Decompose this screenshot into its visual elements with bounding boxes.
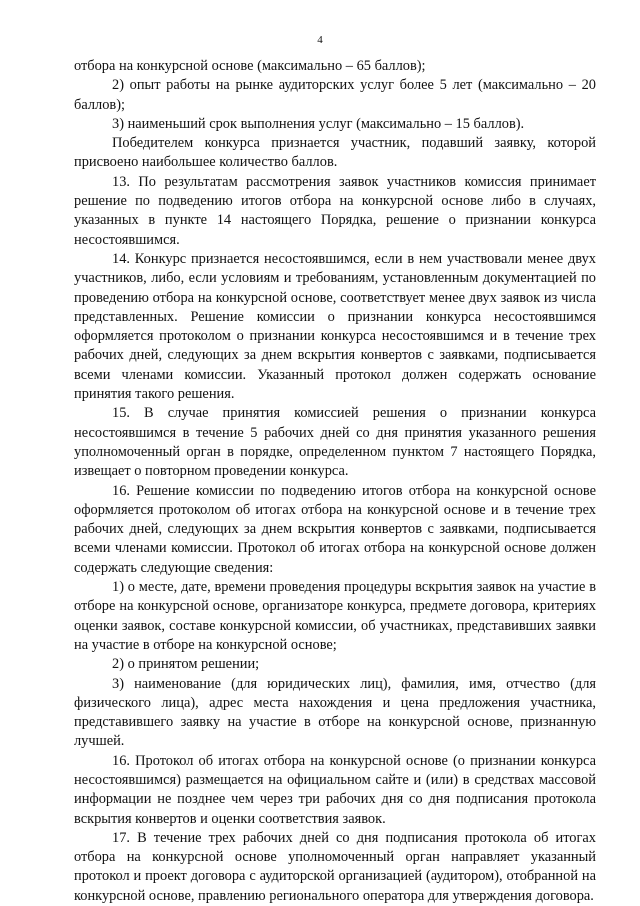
- page-number: 4: [317, 34, 323, 46]
- document-body: [74, 57, 596, 906]
- clause-16: 16. Решение комиссии по подведению итогов отбора на конкурсной основе оформляется протоколом об итогах отбора на конкурсной основе и в течение трех рабочих дней, следующих за днем вскрытия конвертов с заявками, подписывается всеми членами комиссии. Протокол об итогах отбора на конкурсной основе должен содержать следующие сведения:: [74, 482, 596, 576]
- paragraph-continuation: отбора на конкурсной основе (максимально – 65 баллов);: [74, 58, 426, 74]
- clause-16-publication: 16. Протокол об итогах отбора на конкурсной основе (о признании конкурса несостоявшимся) размещается на официальном сайте и (или) в средствах массовой информации не позднее чем через три рабочих дня со дня подписания протокола вскрытия конвертов и оценки соответствия заявок.: [74, 752, 596, 827]
- clause-13: 13. По результатам рассмотрения заявок участников комиссия принимает решение по подведению итогов отбора на конкурсной основе либо в случаях, указанных в пункте 14 настоящего Порядка, решение о признании конкурса несостоявшимся.: [74, 173, 596, 248]
- clause-15: 15. В случае принятия комиссией решения о признании конкурса несостоявшимся в течение 5 рабочих дней со дня принятия указанного решения уполномоченный орган в порядке, определенном пунктом 7 настоящего Порядка, извещает о повторном проведении конкурса.: [74, 405, 596, 480]
- protocol-item-3: 3) наименование (для юридических лиц), фамилия, имя, отчество (для физического лица), адрес места нахождения и цена предложения участника, представившего заявку на участие в отборе на конкурсной основе, признанную лучшей.: [74, 675, 596, 750]
- protocol-item-1: 1) о месте, дате, времени проведения процедуры вскрытия заявок на участие в отборе на конкурсной основе, организаторе конкурса, предмете договора, критериях оценки заявок, составе конкурсной комиссии, об участниках, представивших заявки на участие в отборе на конкурсной основе;: [74, 579, 596, 653]
- protocol-item-2: 2) о принятом решении;: [112, 656, 260, 673]
- criterion-item-3: 3) наименьший срок выполнения услуг (максимально – 15 баллов).: [112, 115, 525, 132]
- winner-paragraph: Победителем конкурса признается участник, подавший заявку, которой присвоено наибольшее количество баллов.: [74, 135, 596, 171]
- clause-14: 14. Конкурс признается несостоявшимся, если в нем участвовали менее двух участников, либо, если условиям и требованиям, установленным документацией по проведению отбора на конкурсной основе, соответствует менее двух заявок из числа представленных. Решение комиссии о признании конкурса несостоявшимся оформляется протоколом о признании конкурса несостоявшимся и в течение трех рабочих дней, следующих за днем вскрытия конвертов с заявками, подписывается всеми членами комиссии. Указанный протокол должен содержать основание принятия такого решения.: [74, 250, 596, 403]
- criterion-item-2: 2) опыт работы на рынке аудиторских услуг более 5 лет (максимально – 20 баллов);: [74, 77, 596, 113]
- clause-17: 17. В течение трех рабочих дней со дня подписания протокола об итогах отбора на конкурсной основе уполномоченный орган направляет указанный протокол и проект договора с аудиторской организацией (аудитором), отобранной на конкурсной основе, правлению регионального оператора для утверждения договора.: [74, 829, 596, 904]
